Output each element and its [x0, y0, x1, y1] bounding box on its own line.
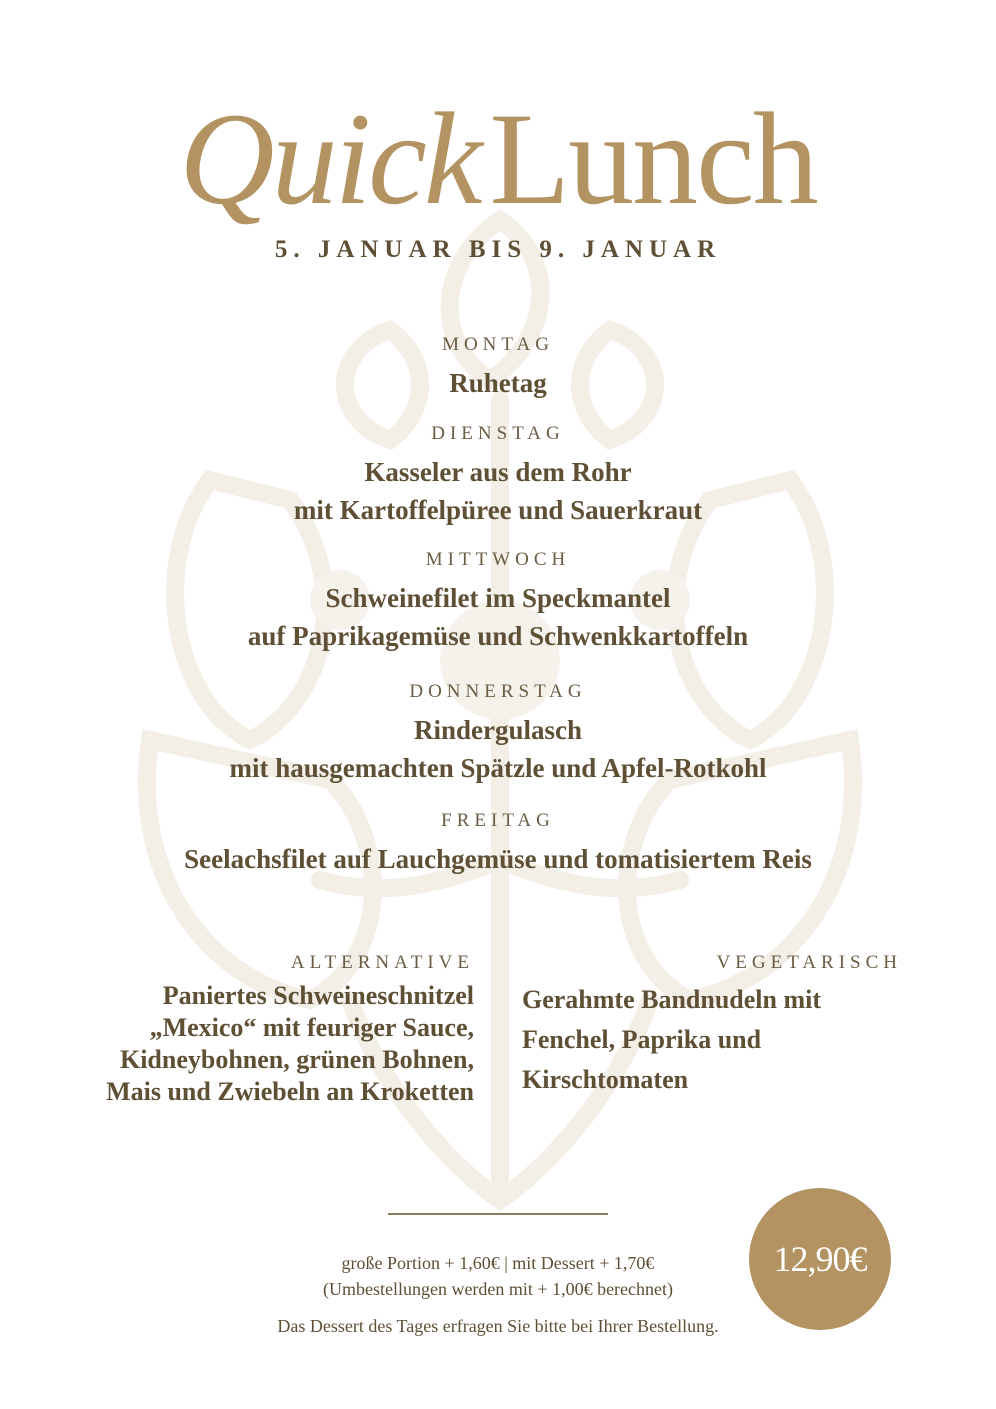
day-label: MONTAG: [442, 334, 554, 355]
rebooking-note: (Umbestellungen werden mit + 1,00€ berechnet): [322, 1279, 674, 1299]
dish-line: Kasseler aus dem Rohr: [364, 457, 632, 487]
menu-title: [0, 82, 996, 235]
dish-line: Seelachsfilet auf Lauchgemüse und tomatisiertem Reis: [184, 844, 812, 874]
vegetarian-section: [522, 952, 902, 1100]
dish-line: Rindergulasch: [413, 715, 583, 745]
dish-line: mit hausgemachten Spätzle und Apfel-Rotkohl: [229, 753, 767, 783]
day-label: FREITAG: [441, 810, 555, 831]
day-label: DIENSTAG: [431, 423, 565, 444]
day-label: MITTWOCH: [425, 549, 571, 570]
dish-line: Mais und Zwiebeln an Kroketten: [106, 1077, 474, 1106]
dish-line: Gerahmte Bandnudeln mit: [522, 985, 822, 1014]
title-lunch: Lunch: [489, 85, 817, 232]
vegetarian-label: VEGETARISCH: [716, 952, 902, 973]
day-label: DONNERSTAG: [409, 681, 587, 702]
day-thursday: [0, 681, 996, 787]
day-wednesday: [0, 549, 996, 655]
dish-line: Fenchel, Paprika und: [522, 1025, 762, 1054]
title-quick: Quick: [179, 85, 480, 232]
alternative-label: ALTERNATIVE: [290, 952, 474, 973]
dessert-note: Das Dessert des Tages erfragen Sie bitte bei Ihrer Bestellung.: [277, 1316, 719, 1336]
dish-line: Ruhetag: [449, 368, 547, 398]
price-badge: [749, 1188, 891, 1330]
dish-line: Schweinefilet im Speckmantel: [325, 583, 671, 613]
day-tuesday: [0, 423, 996, 529]
dish-line: mit Kartoffelpüree und Sauerkraut: [293, 495, 703, 525]
price-value: 12,90€: [773, 1239, 867, 1279]
day-friday: [0, 810, 996, 878]
dish-line: auf Paprikagemüse und Schwenkkartoffeln: [247, 621, 749, 651]
dish-line: Kirschtomaten: [522, 1065, 689, 1094]
extras-note: große Portion + 1,60€ | mit Dessert + 1,70€: [341, 1253, 655, 1273]
alternative-section: [106, 952, 474, 1108]
day-monday: [0, 334, 996, 402]
date-range: 5. JANUAR BIS 9. JANUAR: [274, 236, 722, 263]
divider: [388, 1213, 608, 1215]
dish-line: Kidneybohnen, grünen Bohnen,: [119, 1045, 474, 1074]
dish-line: „Mexico“ mit feuriger Sauce,: [149, 1013, 474, 1042]
dish-line: Paniertes Schweineschnitzel: [162, 981, 474, 1010]
